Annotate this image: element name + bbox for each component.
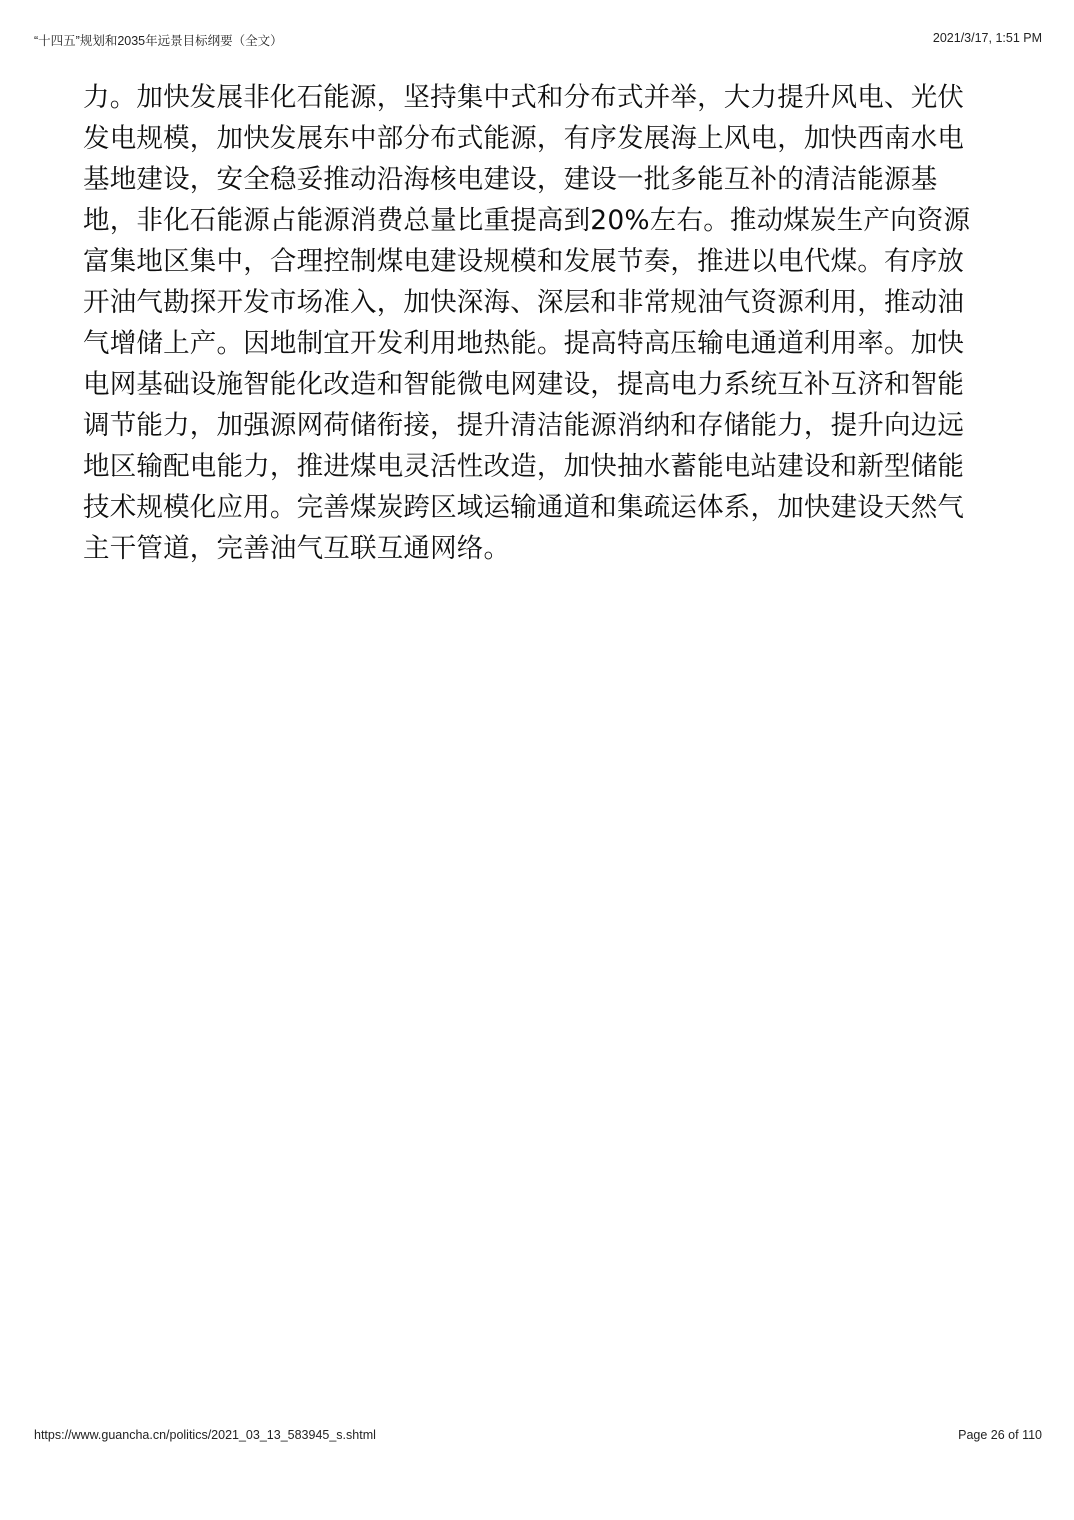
article-line: 电网基础设施智能化改造和智能微电网建设，提高电力系统互补互济和智能 [83, 369, 965, 400]
article-line: 基地建设，安全稳妥推动沿海核电建设，建设一批多能互补的清洁能源基 [83, 164, 938, 195]
article-line: 富集地区集中，合理控制煤电建设规模和发展节奏，推进以电代煤。有序放 [83, 246, 965, 277]
article-body [83, 77, 998, 569]
print-datetime: 2021/3/17, 1:51 PM [932, 31, 1042, 45]
article-line: 气增储上产。因地制宜开发利用地热能。提高特高压输电通道利用率。加快 [83, 328, 965, 359]
article-line: 力。加快发展非化石能源，坚持集中式和分布式并举，大力提升风电、光伏 [83, 82, 965, 113]
article-line: 技术规模化应用。完善煤炭跨区域运输通道和集疏运体系，加快建设天然气 [83, 492, 965, 523]
article-line: 地，非化石能源占能源消费总量比重提高到20%左右。推动煤炭生产向资源 [83, 205, 971, 236]
article-line: 地区输配电能力，推进煤电灵活性改造，加快抽水蓄能电站建设和新型储能 [83, 451, 965, 482]
article-line: 开油气勘探开发市场准入，加快深海、深层和非常规油气资源利用，推动油 [83, 287, 965, 318]
print-footer [34, 1428, 1042, 1442]
article-line: 主干管道，完善油气互联互通网络。 [83, 533, 511, 564]
source-url: https://www.guancha.cn/politics/2021_03_13_583945_s.shtml [34, 1428, 376, 1442]
print-header [34, 31, 1042, 49]
document-title: “十四五”规划和2035年远景目标纲要（全文） [34, 34, 283, 48]
article-line: 发电规模，加快发展东中部分布式能源，有序发展海上风电，加快西南水电 [83, 123, 965, 154]
article-line: 调节能力，加强源网荷储衔接，提升清洁能源消纳和存储能力，提升向边远 [83, 410, 965, 441]
page-number: Page 26 of 110 [958, 1428, 1042, 1442]
